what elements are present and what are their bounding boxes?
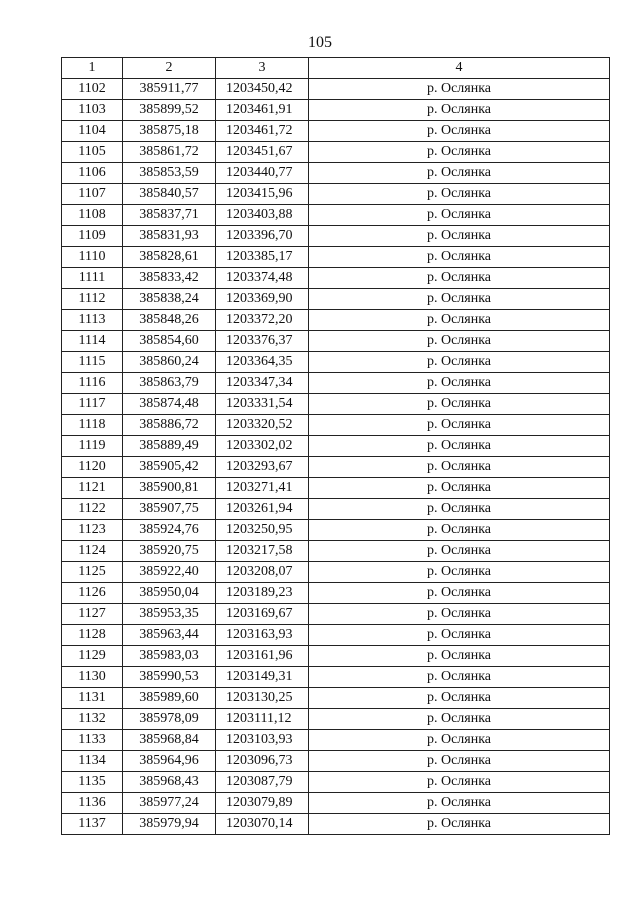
point-number-cell: 1131 — [62, 688, 123, 709]
description-cell: р. Ослянка — [309, 205, 610, 226]
description-cell: р. Ослянка — [309, 688, 610, 709]
x-coordinate-cell: 385953,35 — [123, 604, 216, 625]
y-coordinate-cell: 1203217,58 — [216, 541, 309, 562]
table-row — [62, 457, 610, 478]
point-number-cell: 1121 — [62, 478, 123, 499]
x-coordinate-cell: 385978,09 — [123, 709, 216, 730]
page-number: 105 — [308, 34, 332, 51]
x-coordinate-cell: 385989,60 — [123, 688, 216, 709]
x-coordinate-cell: 385911,77 — [123, 79, 216, 100]
x-coordinate-cell: 385875,18 — [123, 121, 216, 142]
table-row — [62, 751, 610, 772]
description-cell: р. Ослянка — [309, 373, 610, 394]
point-number-cell: 1105 — [62, 142, 123, 163]
point-number-cell: 1126 — [62, 583, 123, 604]
y-coordinate-cell: 1203331,54 — [216, 394, 309, 415]
point-number-cell: 1119 — [62, 436, 123, 457]
y-coordinate-cell: 1203079,89 — [216, 793, 309, 814]
x-coordinate-cell: 385905,42 — [123, 457, 216, 478]
description-cell: р. Ослянка — [309, 289, 610, 310]
y-coordinate-cell: 1203096,73 — [216, 751, 309, 772]
description-cell: р. Ослянка — [309, 562, 610, 583]
x-coordinate-cell: 385863,79 — [123, 373, 216, 394]
table-row — [62, 814, 610, 835]
table-row — [62, 625, 610, 646]
description-cell: р. Ослянка — [309, 352, 610, 373]
description-cell: р. Ослянка — [309, 331, 610, 352]
y-coordinate-cell: 1203364,35 — [216, 352, 309, 373]
point-number-cell: 1137 — [62, 814, 123, 835]
table-row — [62, 562, 610, 583]
table-row — [62, 793, 610, 814]
y-coordinate-cell: 1203293,67 — [216, 457, 309, 478]
description-cell: р. Ослянка — [309, 247, 610, 268]
y-coordinate-cell: 1203385,17 — [216, 247, 309, 268]
x-coordinate-cell: 385964,96 — [123, 751, 216, 772]
y-coordinate-cell: 1203111,12 — [216, 709, 309, 730]
description-cell: р. Ослянка — [309, 184, 610, 205]
table-row — [62, 541, 610, 562]
description-cell: р. Ослянка — [309, 625, 610, 646]
table-row — [62, 79, 610, 100]
x-coordinate-cell: 385900,81 — [123, 478, 216, 499]
point-number-cell: 1120 — [62, 457, 123, 478]
description-cell: р. Ослянка — [309, 415, 610, 436]
table-row — [62, 688, 610, 709]
y-coordinate-cell: 1203440,77 — [216, 163, 309, 184]
y-coordinate-cell: 1203461,91 — [216, 100, 309, 121]
point-number-cell: 1106 — [62, 163, 123, 184]
y-coordinate-cell: 1203320,52 — [216, 415, 309, 436]
description-cell: р. Ослянка — [309, 436, 610, 457]
table-row — [62, 772, 610, 793]
description-cell: р. Ослянка — [309, 541, 610, 562]
table-row — [62, 226, 610, 247]
x-coordinate-cell: 385983,03 — [123, 646, 216, 667]
table-row — [62, 436, 610, 457]
point-number-cell: 1129 — [62, 646, 123, 667]
description-cell: р. Ослянка — [309, 520, 610, 541]
y-coordinate-cell: 1203347,34 — [216, 373, 309, 394]
table-row — [62, 184, 610, 205]
point-number-cell: 1123 — [62, 520, 123, 541]
description-cell: р. Ослянка — [309, 730, 610, 751]
point-number-cell: 1136 — [62, 793, 123, 814]
point-number-cell: 1125 — [62, 562, 123, 583]
point-number-cell: 1102 — [62, 79, 123, 100]
table-row — [62, 730, 610, 751]
point-number-cell: 1110 — [62, 247, 123, 268]
description-cell: р. Ослянка — [309, 226, 610, 247]
x-coordinate-cell: 385889,49 — [123, 436, 216, 457]
description-cell: р. Ослянка — [309, 499, 610, 520]
x-coordinate-cell: 385907,75 — [123, 499, 216, 520]
y-coordinate-cell: 1203451,67 — [216, 142, 309, 163]
point-number-cell: 1132 — [62, 709, 123, 730]
y-coordinate-cell: 1203372,20 — [216, 310, 309, 331]
description-cell: р. Ослянка — [309, 100, 610, 121]
y-coordinate-cell: 1203163,93 — [216, 625, 309, 646]
point-number-cell: 1127 — [62, 604, 123, 625]
table-row — [62, 667, 610, 688]
y-coordinate-cell: 1203403,88 — [216, 205, 309, 226]
y-coordinate-cell: 1203450,42 — [216, 79, 309, 100]
description-cell: р. Ослянка — [309, 394, 610, 415]
x-coordinate-cell: 385840,57 — [123, 184, 216, 205]
point-number-cell: 1112 — [62, 289, 123, 310]
y-coordinate-cell: 1203169,67 — [216, 604, 309, 625]
x-coordinate-cell: 385968,84 — [123, 730, 216, 751]
y-coordinate-cell: 1203396,70 — [216, 226, 309, 247]
description-cell: р. Ослянка — [309, 163, 610, 184]
y-coordinate-cell: 1203070,14 — [216, 814, 309, 835]
x-coordinate-cell: 385963,44 — [123, 625, 216, 646]
x-coordinate-cell: 385874,48 — [123, 394, 216, 415]
description-cell: р. Ослянка — [309, 709, 610, 730]
table-row — [62, 394, 610, 415]
y-coordinate-cell: 1203415,96 — [216, 184, 309, 205]
x-coordinate-cell: 385950,04 — [123, 583, 216, 604]
x-coordinate-cell: 385924,76 — [123, 520, 216, 541]
point-number-cell: 1134 — [62, 751, 123, 772]
y-coordinate-cell: 1203250,95 — [216, 520, 309, 541]
point-number-cell: 1107 — [62, 184, 123, 205]
point-number-cell: 1135 — [62, 772, 123, 793]
table-row — [62, 142, 610, 163]
y-coordinate-cell: 1203161,96 — [216, 646, 309, 667]
y-coordinate-cell: 1203302,02 — [216, 436, 309, 457]
y-coordinate-cell: 1203369,90 — [216, 289, 309, 310]
column-header-2: 2 — [123, 58, 216, 79]
description-cell: р. Ослянка — [309, 121, 610, 142]
y-coordinate-cell: 1203130,25 — [216, 688, 309, 709]
description-cell: р. Ослянка — [309, 646, 610, 667]
x-coordinate-cell: 385968,43 — [123, 772, 216, 793]
description-cell: р. Ослянка — [309, 268, 610, 289]
table-row — [62, 310, 610, 331]
description-cell: р. Ослянка — [309, 142, 610, 163]
x-coordinate-cell: 385886,72 — [123, 415, 216, 436]
table-row — [62, 520, 610, 541]
y-coordinate-cell: 1203261,94 — [216, 499, 309, 520]
y-coordinate-cell: 1203103,93 — [216, 730, 309, 751]
y-coordinate-cell: 1203374,48 — [216, 268, 309, 289]
point-number-cell: 1118 — [62, 415, 123, 436]
table-row — [62, 352, 610, 373]
table-row — [62, 121, 610, 142]
point-number-cell: 1133 — [62, 730, 123, 751]
point-number-cell: 1113 — [62, 310, 123, 331]
point-number-cell: 1117 — [62, 394, 123, 415]
x-coordinate-cell: 385853,59 — [123, 163, 216, 184]
description-cell: р. Ослянка — [309, 583, 610, 604]
x-coordinate-cell: 385831,93 — [123, 226, 216, 247]
x-coordinate-cell: 385833,42 — [123, 268, 216, 289]
y-coordinate-cell: 1203087,79 — [216, 772, 309, 793]
coordinates-table — [61, 57, 610, 835]
x-coordinate-cell: 385854,60 — [123, 331, 216, 352]
table-row — [62, 415, 610, 436]
point-number-cell: 1109 — [62, 226, 123, 247]
column-header-4: 4 — [309, 58, 610, 79]
point-number-cell: 1128 — [62, 625, 123, 646]
point-number-cell: 1104 — [62, 121, 123, 142]
x-coordinate-cell: 385899,52 — [123, 100, 216, 121]
x-coordinate-cell: 385922,40 — [123, 562, 216, 583]
y-coordinate-cell: 1203271,41 — [216, 478, 309, 499]
point-number-cell: 1130 — [62, 667, 123, 688]
description-cell: р. Ослянка — [309, 604, 610, 625]
description-cell: р. Ослянка — [309, 478, 610, 499]
table-row — [62, 205, 610, 226]
table-row — [62, 331, 610, 352]
y-coordinate-cell: 1203461,72 — [216, 121, 309, 142]
point-number-cell: 1124 — [62, 541, 123, 562]
description-cell: р. Ослянка — [309, 667, 610, 688]
x-coordinate-cell: 385860,24 — [123, 352, 216, 373]
table-row — [62, 583, 610, 604]
x-coordinate-cell: 385838,24 — [123, 289, 216, 310]
point-number-cell: 1122 — [62, 499, 123, 520]
description-cell: р. Ослянка — [309, 751, 610, 772]
table-row — [62, 289, 610, 310]
table-row — [62, 163, 610, 184]
y-coordinate-cell: 1203376,37 — [216, 331, 309, 352]
point-number-cell: 1114 — [62, 331, 123, 352]
point-number-cell: 1116 — [62, 373, 123, 394]
x-coordinate-cell: 385979,94 — [123, 814, 216, 835]
column-header-3: 3 — [216, 58, 309, 79]
table-row — [62, 100, 610, 121]
x-coordinate-cell: 385977,24 — [123, 793, 216, 814]
description-cell: р. Ослянка — [309, 772, 610, 793]
description-cell: р. Ослянка — [309, 793, 610, 814]
x-coordinate-cell: 385990,53 — [123, 667, 216, 688]
x-coordinate-cell: 385828,61 — [123, 247, 216, 268]
description-cell: р. Ослянка — [309, 310, 610, 331]
table-row — [62, 268, 610, 289]
table-row — [62, 646, 610, 667]
x-coordinate-cell: 385837,71 — [123, 205, 216, 226]
description-cell: р. Ослянка — [309, 457, 610, 478]
point-number-cell: 1111 — [62, 268, 123, 289]
description-cell: р. Ослянка — [309, 79, 610, 100]
description-cell: р. Ослянка — [309, 814, 610, 835]
table-body — [62, 79, 610, 835]
y-coordinate-cell: 1203189,23 — [216, 583, 309, 604]
y-coordinate-cell: 1203208,07 — [216, 562, 309, 583]
x-coordinate-cell: 385861,72 — [123, 142, 216, 163]
table-row — [62, 247, 610, 268]
y-coordinate-cell: 1203149,31 — [216, 667, 309, 688]
table-row — [62, 604, 610, 625]
x-coordinate-cell: 385848,26 — [123, 310, 216, 331]
table-row — [62, 709, 610, 730]
column-header-1: 1 — [62, 58, 123, 79]
table-row — [62, 478, 610, 499]
table-header-row — [62, 58, 610, 79]
table-row — [62, 499, 610, 520]
point-number-cell: 1108 — [62, 205, 123, 226]
x-coordinate-cell: 385920,75 — [123, 541, 216, 562]
point-number-cell: 1103 — [62, 100, 123, 121]
point-number-cell: 1115 — [62, 352, 123, 373]
table-row — [62, 373, 610, 394]
